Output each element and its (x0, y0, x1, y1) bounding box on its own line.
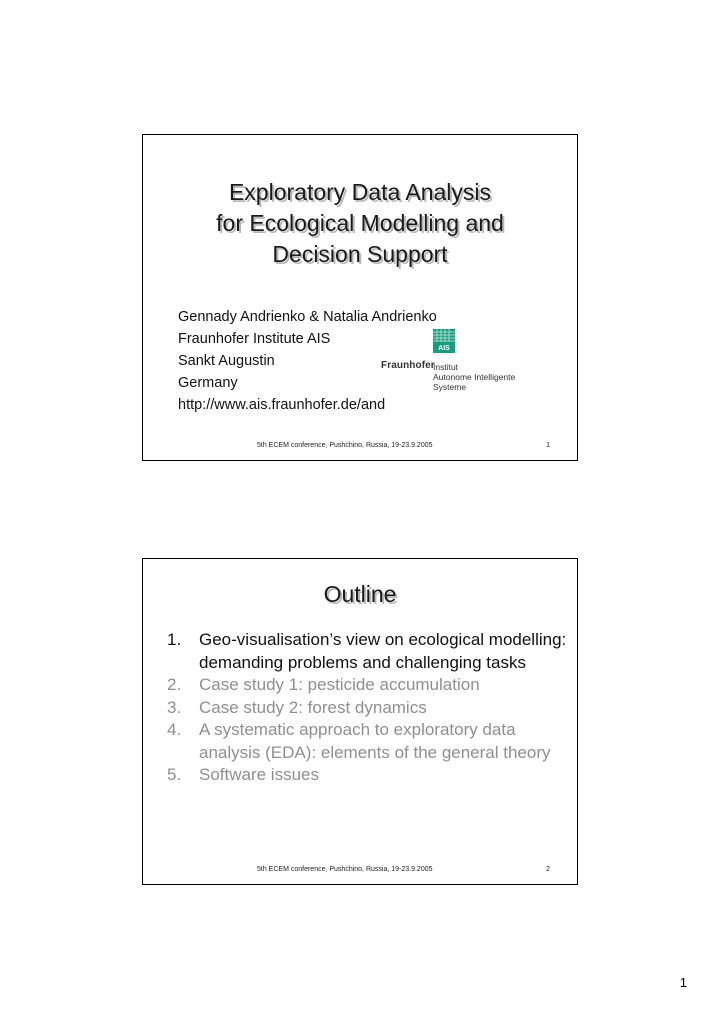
slide-2-title: Outline (323, 581, 397, 607)
title-line-2: for Ecological Modelling and (216, 210, 504, 236)
outline-item-number: 4. (167, 720, 182, 739)
outline-item-text: Case study 2: forest dynamics (199, 697, 427, 717)
page-number: 1 (679, 975, 687, 990)
author-country: Germany (178, 375, 238, 391)
outline-item-3 (167, 697, 567, 720)
institute-line-3: Systeme (433, 382, 467, 392)
author-institute: Fraunhofer Institute AIS (178, 331, 331, 347)
slide-number: 1 (546, 442, 550, 449)
slide-2-footer (143, 866, 577, 878)
outline-item-number: 2. (167, 675, 182, 694)
ais-badge-text: AIS (438, 345, 450, 352)
slide-1 (142, 134, 578, 461)
outline-list (167, 629, 567, 787)
fraunhofer-brand: Fraunhofer (381, 360, 435, 371)
outline-item-text: Software issues (199, 765, 319, 784)
slide-1-title (143, 177, 577, 270)
ais-logo-icon (433, 329, 455, 353)
conference-footer: 5th ECEM conference, Pushchino, Russia, 19-23.9.2005 (257, 442, 433, 449)
title-line-3: Decision Support (272, 241, 448, 267)
outline-item-number: 3. (167, 697, 182, 717)
outline-item-text: A systematic approach to exploratory data analysis (EDA): elements of the general theory (199, 720, 551, 762)
author-names: Gennady Andrienko & Natalia Andrienko (178, 309, 437, 325)
outline-item-number: 5. (167, 765, 182, 784)
outline-item-5 (167, 764, 567, 787)
outline-item-text: Case study 1: pesticide accumulation (199, 675, 480, 694)
outline-item-text: Geo-visualisation’s view on ecological modelling: demanding problems and challenging tasks (199, 630, 567, 672)
fraunhofer-ais-logo (381, 328, 531, 392)
slide-1-footer (143, 442, 577, 454)
institute-name (433, 362, 515, 392)
slide-number: 2 (546, 866, 550, 873)
outline-item-1 (167, 629, 567, 674)
title-line-1: Exploratory Data Analysis (228, 179, 492, 205)
institute-line-2: Autonome Intelligente (433, 372, 516, 382)
conference-footer: 5th ECEM conference, Pushchino, Russia, 19-23.9.2005 (257, 866, 433, 873)
outline-item-2 (167, 674, 567, 697)
institute-line-1: Institut (433, 362, 459, 372)
outline-item-4 (167, 719, 567, 764)
author-url: http://www.ais.fraunhofer.de/and (178, 397, 386, 413)
slide-2 (142, 558, 578, 885)
author-city: Sankt Augustin (178, 353, 275, 369)
outline-item-number: 1. (167, 630, 182, 649)
